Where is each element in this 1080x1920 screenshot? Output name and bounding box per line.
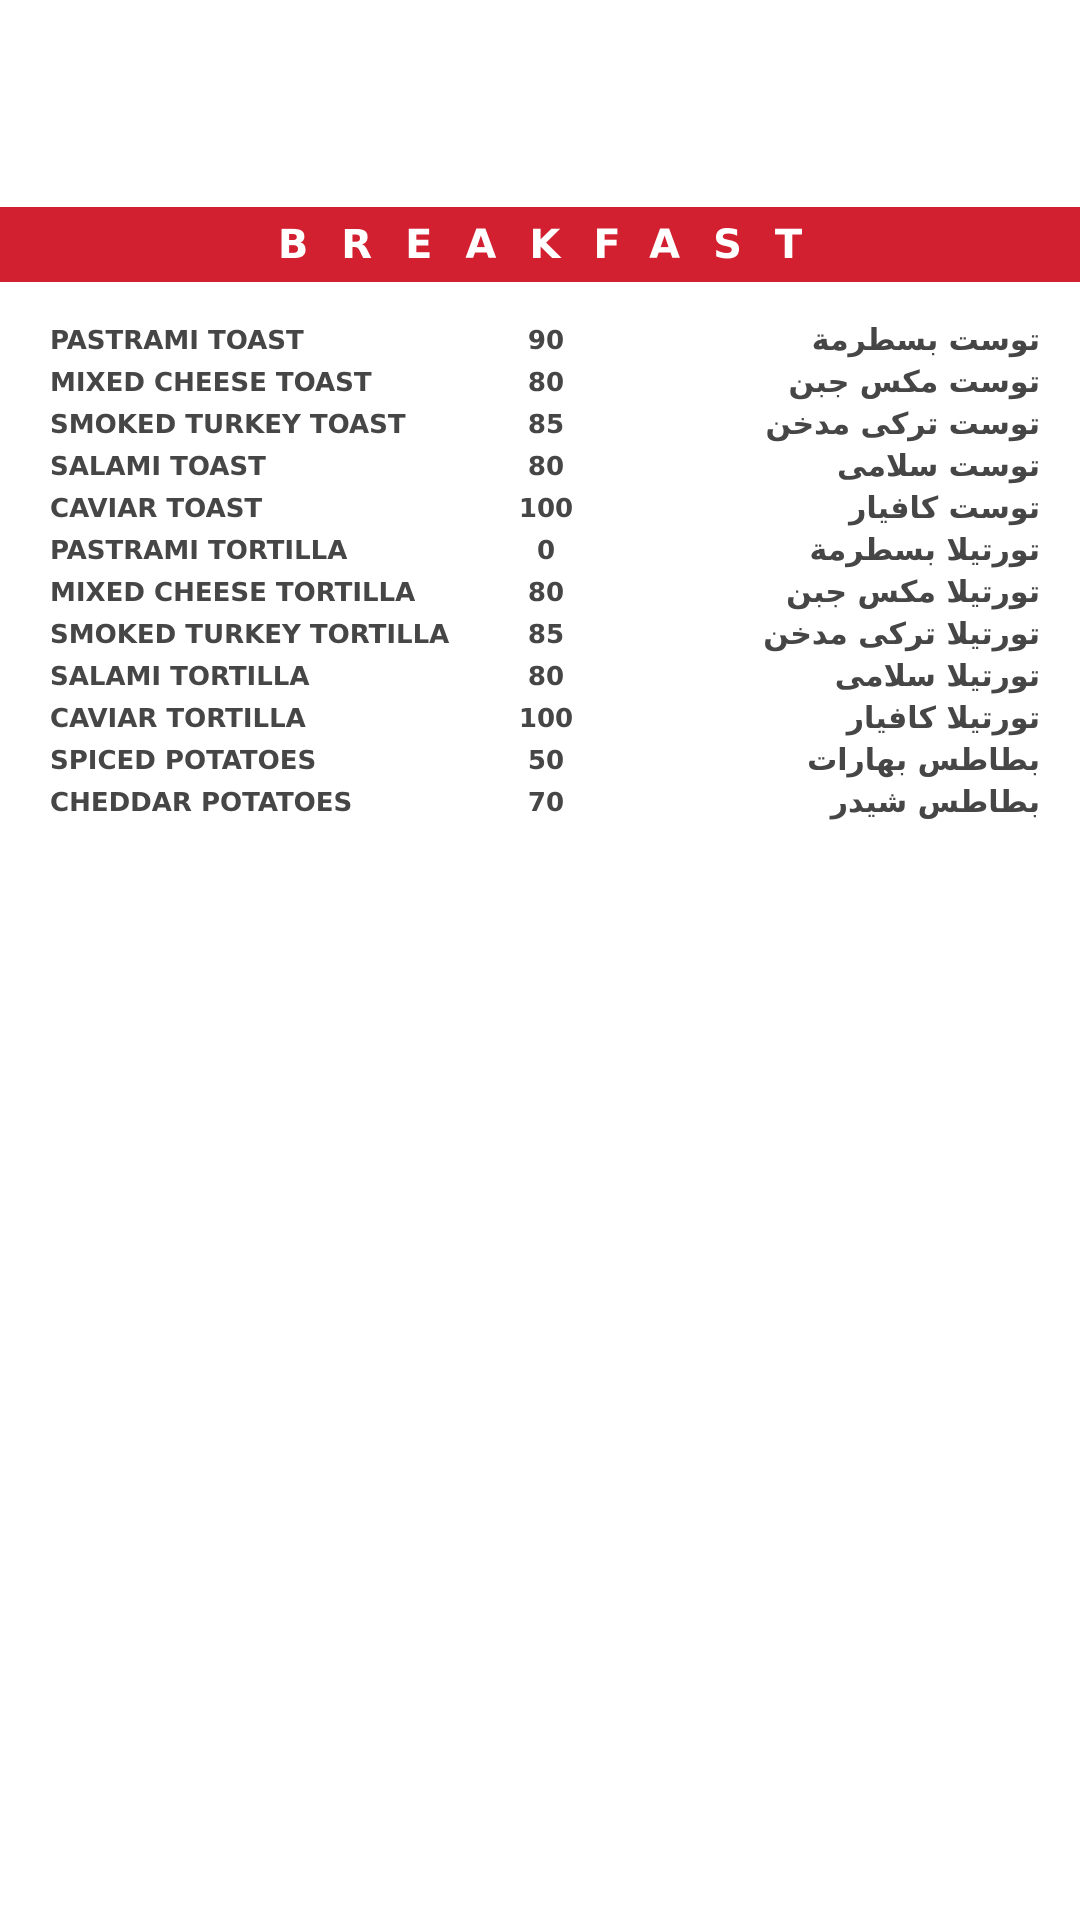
item-name-english: SMOKED TURKEY TOAST [50, 410, 406, 440]
section-title: BREAKFAST [277, 221, 836, 268]
item-name-arabic: تورتيلا سلامى [834, 659, 1040, 694]
item-price: 80 [527, 452, 565, 482]
item-price: 70 [527, 788, 565, 818]
item-name-english: SMOKED TURKEY TORTILLA [50, 620, 450, 650]
menu-item [0, 572, 1080, 614]
item-price: 85 [527, 410, 565, 440]
item-name-arabic: توست بسطرمة [811, 323, 1040, 358]
item-price: 100 [518, 704, 574, 734]
item-price: 80 [527, 578, 565, 608]
item-name-arabic: تورتيلا كافيار [846, 701, 1040, 736]
item-name-arabic: توست مكس جبن [788, 365, 1040, 400]
menu-item [0, 740, 1080, 782]
item-name-arabic: توست كافيار [849, 491, 1040, 526]
item-name-english: MIXED CHEESE TOAST [50, 368, 372, 398]
menu-item [0, 698, 1080, 740]
item-name-english: CHEDDAR POTATOES [50, 788, 353, 818]
menu-item [0, 782, 1080, 824]
item-name-arabic: تورتيلا مكس جبن [786, 575, 1040, 610]
item-name-arabic: بطاطس بهارات [807, 743, 1040, 778]
item-name-english: PASTRAMI TOAST [50, 326, 304, 356]
menu-item [0, 320, 1080, 362]
item-price: 85 [527, 620, 565, 650]
item-price: 100 [518, 494, 574, 524]
item-name-english: SPICED POTATOES [50, 746, 317, 776]
item-name-arabic: تورتيلا تركى مدخن [763, 617, 1040, 652]
item-name-arabic: توست سلامى [837, 449, 1040, 484]
menu-item [0, 656, 1080, 698]
item-price: 80 [527, 662, 565, 692]
item-price: 50 [527, 746, 565, 776]
item-name-english: PASTRAMI TORTILLA [50, 536, 348, 566]
item-name-english: CAVIAR TORTILLA [50, 704, 306, 734]
menu-list [0, 320, 1080, 824]
item-name-arabic: بطاطس شيدر [830, 785, 1040, 820]
section-banner [0, 207, 1080, 282]
item-price: 0 [536, 536, 556, 566]
item-price: 90 [527, 326, 565, 356]
item-name-english: MIXED CHEESE TORTILLA [50, 578, 416, 608]
item-price: 80 [527, 368, 565, 398]
item-name-english: SALAMI TOAST [50, 452, 266, 482]
item-name-english: SALAMI TORTILLA [50, 662, 310, 692]
menu-item [0, 614, 1080, 656]
item-name-arabic: توست تركى مدخن [765, 407, 1040, 442]
menu-item [0, 446, 1080, 488]
item-name-english: CAVIAR TOAST [50, 494, 263, 524]
menu-item [0, 530, 1080, 572]
menu-item [0, 362, 1080, 404]
menu-item [0, 488, 1080, 530]
item-name-arabic: تورتيلا بسطرمة [809, 533, 1040, 568]
menu-item [0, 404, 1080, 446]
